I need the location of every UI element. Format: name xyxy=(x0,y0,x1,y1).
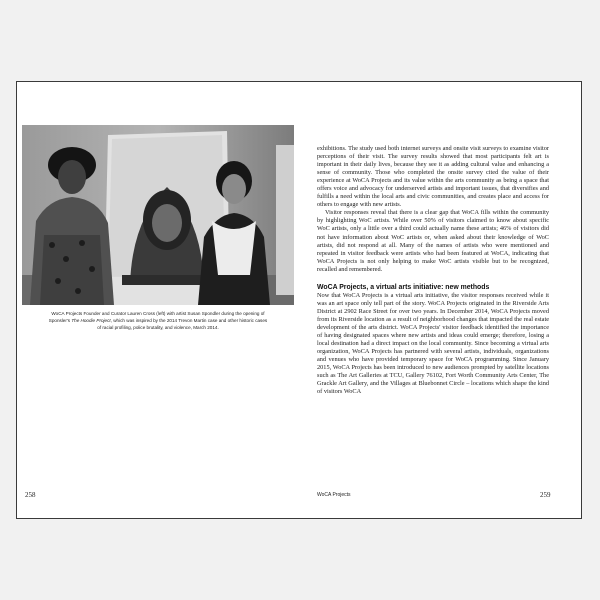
running-head: WoCA Projects xyxy=(317,492,351,498)
paragraph-1: exhibitions. The study used both internet surveys and onsite visit surveys to examine visitor perceptions of their visit. The survey results showed that most participants felt art is important in their daily lives, because they see it as adding cultural value and enhancing a sense of community. Those who completed the onsite survey cited the value of their experience at WoCA Projects and its value within the arts community as being a space that offers voice and advocacy for underserved artists and important issues, that diversifies and fulfills a need within the local arts and civic communities, and creates place and access for others to engage with new artists. xyxy=(317,145,549,209)
section-heading: WoCA Projects, a virtual arts initiative: new methods xyxy=(317,283,490,291)
caption-artwork-title: The Hoodie Project xyxy=(71,318,111,324)
caption-text-end: , which was inspired by the 2014 Trevon Martin case and other historic cases of racial profiling, police brutality, and violence, March 2014. xyxy=(97,318,268,331)
caption-text: WoCA Projects Founder and Curator Lauren Cross (left) with artist Susan Spondler during the opening of Sponsler's xyxy=(48,311,265,324)
page-number-right: 259 xyxy=(540,491,551,499)
body-text-column xyxy=(317,145,549,396)
paragraph-2: Visitor responses reveal that there is a clear gap that WoCA fills within the community by highlighting WoC artists. While over 50% of visitors claimed to know about specific WoC artists, only a little over a third could actually name these artists; 46% of visitors did not have information about WoC artists or, when asked about their knowledge of WoC artists, did not respond at all. Many of the names of artists who were mentioned and repeated in visitor feedback were artists who had been featured at WoCA, indicating that WoCA Projects is not only helping to make WoC artists visible but to be recognized, recalled and remembered. xyxy=(317,209,549,273)
exhibition-photo xyxy=(22,125,294,305)
page-number-left: 258 xyxy=(25,491,36,499)
book-spread xyxy=(16,81,582,519)
photo-caption xyxy=(47,310,269,332)
paragraph-3: Now that WoCA Projects is a virtual arts initiative, the visitor responses received while it was an art space only tell part of the story. WoCA Projects originated in the Riverside Arts District at 2902 Race Street for over two years. In December 2014, WoCA Projects moved from its Riverside location as a result of neighborhood changes that impacted the real estate development of the arts district. WoCA Projects' visitor feedback identified the importance of having designated spaces where new artists and ideas could emerge; therefore, losing a local destination had a direct impact on the local community. Since becoming a virtual arts organization, WoCA Projects has partnered with several artists, individuals, organizations and venues who have provided temporary space for WoCA programming. Since January 2015, WoCA Projects has been introduced to new audiences prompted by satellite locations such as The Art Galleries at TCU, Gallery 76102, Fort Worth Community Arts Center, The Grackle Art Gallery, and the Villages at Bluebonnet Circle – locations which shape the kind of visitors WoCA xyxy=(317,291,549,396)
photo-graphic xyxy=(22,125,294,305)
